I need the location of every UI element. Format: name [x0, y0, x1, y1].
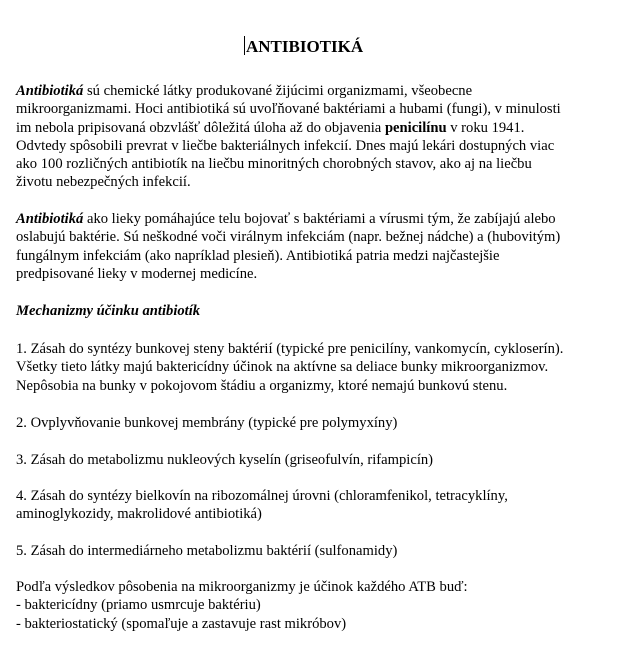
paragraph-line: Podľa výsledkov pôsobenia na mikroorganizmy je účinok každého ATB buď:	[16, 579, 468, 595]
paragraph-line: Antibiotiká ako lieky pomáhajúce telu bojovať s baktériami a vírusmi tým, že zabíjajú alebo	[16, 211, 556, 227]
section-heading: Mechanizmy účinku antibiotík	[16, 303, 201, 319]
text-cursor	[244, 36, 245, 55]
paragraph-line: Odvtedy spôsobili prevrat v liečbe bakteriálnych infekcií. Dnes majú lekári dostupných viac	[16, 137, 555, 154]
list-item-line: Nepôsobia na bunky v pokojovom štádiu a organizmy, ktoré nemajú bunkovú stenu.	[16, 377, 508, 394]
paragraph-line: im nebola pripisovaná obzvlášť dôležitá úloha až do objavenia penicilínu v roku 1941.	[16, 119, 525, 136]
list-item-line: 3. Zásah do metabolizmu nukleových kyselín (griseofulvín, rifampicín)	[16, 452, 434, 468]
document-title: ANTIBIOTIKÁ	[246, 37, 364, 56]
paragraph-line: - bakteriostatický (spomaľuje a zastavuje rast mikróbov)	[16, 615, 347, 632]
paragraph-line: predpisované lieky v modernej medicíne.	[16, 265, 258, 282]
paragraph-line: - baktericídny (priamo usmrcuje baktériu)	[16, 597, 261, 614]
term-antibiotika: Antibiotiká	[16, 83, 84, 99]
term-antibiotika: Antibiotiká	[16, 211, 84, 227]
paragraph-line: Antibiotiká sú chemické látky produkované žijúcimi organizmami, všeobecne	[16, 83, 473, 99]
list-item-line: aminoglykozidy, makrolidové antibiotiká)	[16, 506, 262, 523]
paragraph-line: fungálnym infekciám (ako napríklad plesieň). Antibiotiká patria medzi najčastejšie	[16, 247, 500, 264]
list-item	[16, 414, 628, 432]
paragraph-line: oslabujú baktérie. Sú neškodné voči virálnym infekciám (napr. bežnej nádche) a (hubovitým)	[16, 229, 561, 246]
list-item-line: 1. Zásah do syntézy bunkovej steny baktérií (typické pre penicilíny, vankomycín, cykloserín).	[16, 341, 564, 357]
paragraph-effect	[16, 578, 628, 633]
paragraph-line: životu nebezpečných infekcií.	[16, 174, 191, 191]
term-penicilin: penicilínu	[384, 119, 447, 136]
list-item-line: Všetky tieto látky majú baktericídny účinok na aktívne sa deliace bunky mikroorganizmov.	[16, 359, 549, 376]
list-item-line: 4. Zásah do syntézy bielkovín na ribozomálnej úrovni (chloramfenikol, tetracyklíny,	[16, 488, 508, 504]
list-item-line: 2. Ovplyvňovanie bunkovej membrány (typické pre polymyxíny)	[16, 415, 398, 431]
list-item	[16, 487, 628, 524]
paragraph-line: ako 100 rozličných antibiotík na liečbu minoritných chorobných stavov, ako aj na liečbu	[16, 156, 532, 173]
list-item	[16, 451, 628, 469]
list-item-line: 5. Zásah do intermediárneho metabolizmu baktérií (sulfonamidy)	[16, 543, 398, 559]
list-item	[16, 542, 628, 560]
paragraph-line: mikroorganizmami. Hoci antibiotiká sú uvoľňované baktériami a hubami (fungi), v minulosti	[16, 101, 561, 118]
list-item	[16, 340, 628, 395]
paragraph-usage	[16, 210, 628, 283]
paragraph-definition	[16, 82, 628, 192]
